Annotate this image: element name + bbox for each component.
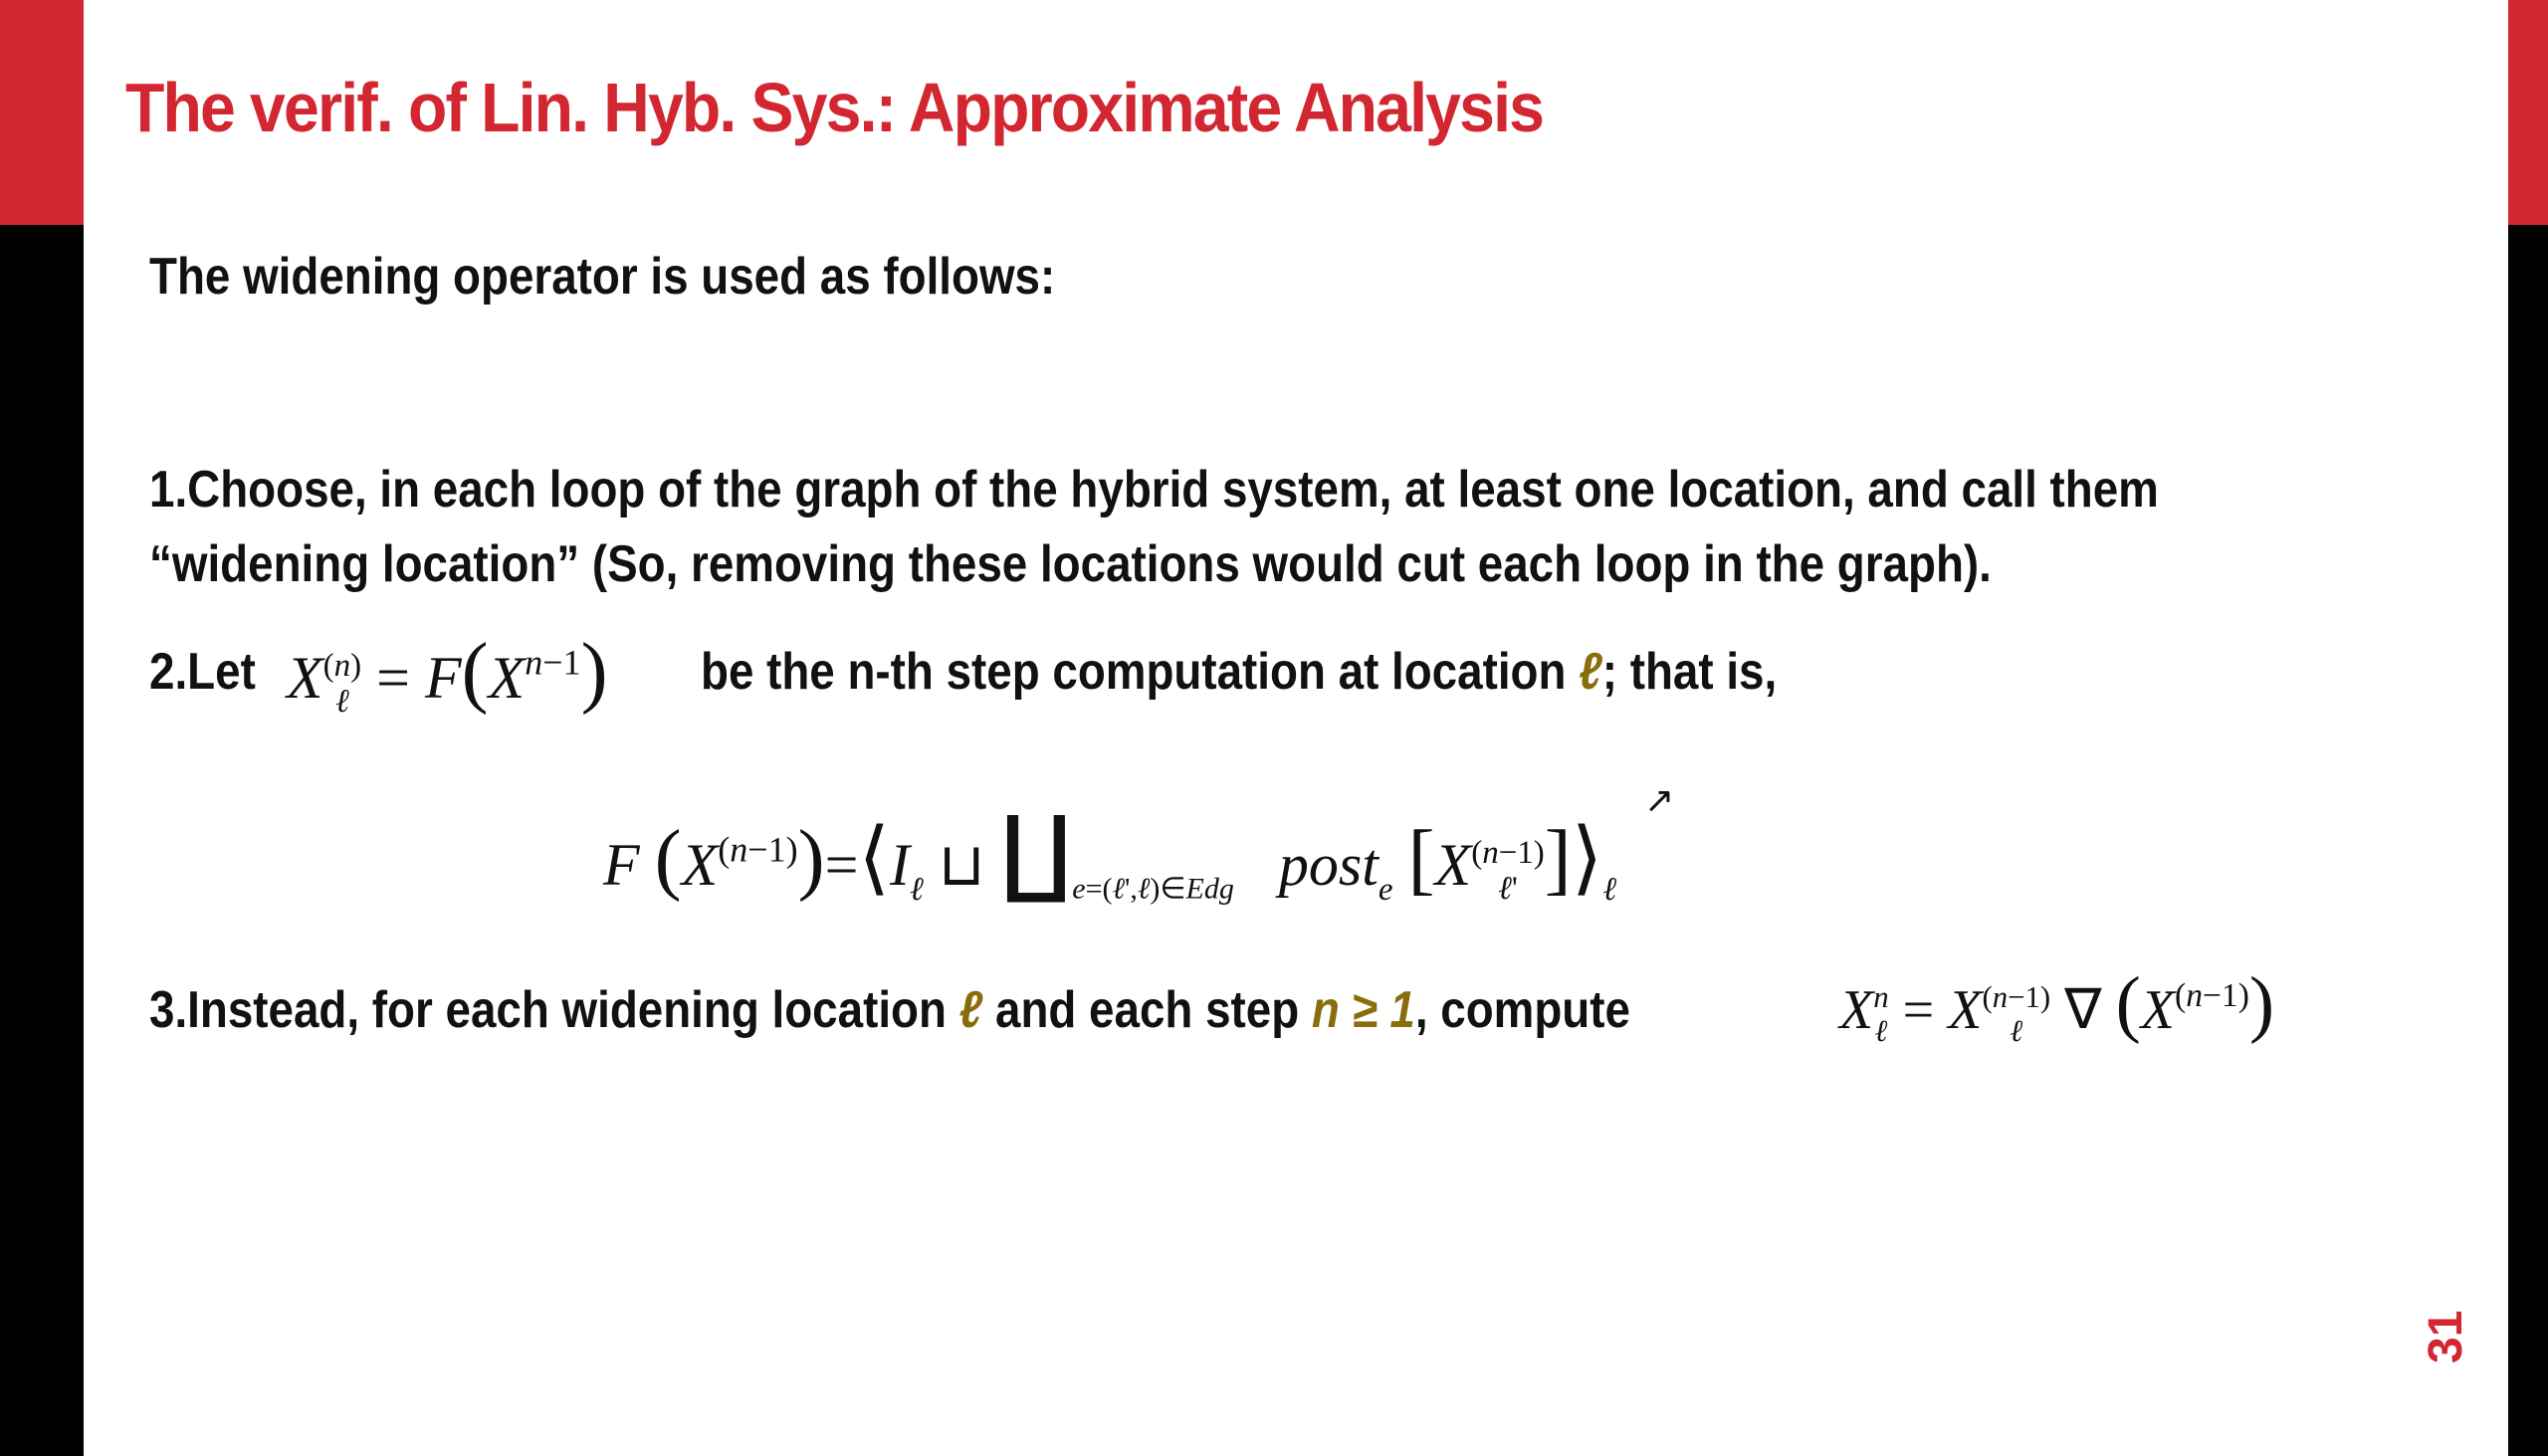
- item-2-prefix: 2.Let: [149, 643, 256, 701]
- location-symbol: ℓ: [1579, 643, 1602, 701]
- location-symbol-2: ℓ: [958, 981, 983, 1039]
- slide: [84, 0, 2508, 1456]
- item-2-formula: X (n) ℓ = $F(X^{n-1})$: [287, 626, 608, 721]
- item-3-text: 3.Instead, for each widening location ℓ and each step n ≥ 1, compute: [149, 981, 1630, 1039]
- item-3-formula: X n ℓ = X (n−1) ℓ ∇ $(X^{(n-1)})$: [1839, 962, 2275, 1049]
- item-2-text: be the n-th step computation at location ℓ; that is,: [701, 643, 1778, 701]
- display-formula: F $(X^{(n-1)})=⟨I_\ell$ ⊔ $∐_{e=(\ell',\ell)\in Edg}$ post$_e$ [X (n−1) ℓ' ]$⟩_\ell$: [603, 799, 1617, 908]
- slide-number: 31: [2420, 1310, 2472, 1363]
- title-accent-band-left: [0, 0, 84, 225]
- cursor-arrow-icon: ↗: [1644, 780, 1675, 821]
- intro-text: The widening operator is used as follows:: [149, 248, 1056, 306]
- step-condition: n ≥ 1: [1311, 981, 1415, 1039]
- slide-title: The verif. of Lin. Hyb. Sys.: Approximate Analysis: [125, 69, 1544, 146]
- title-accent-band-right: [2508, 0, 2548, 225]
- item-1-line-2: “widening location” (So, removing these locations would cut each loop in the graph).: [149, 535, 1992, 593]
- item-1-line-1: 1.Choose, in each loop of the graph of the hybrid system, at least one location, and call them: [149, 461, 2159, 519]
